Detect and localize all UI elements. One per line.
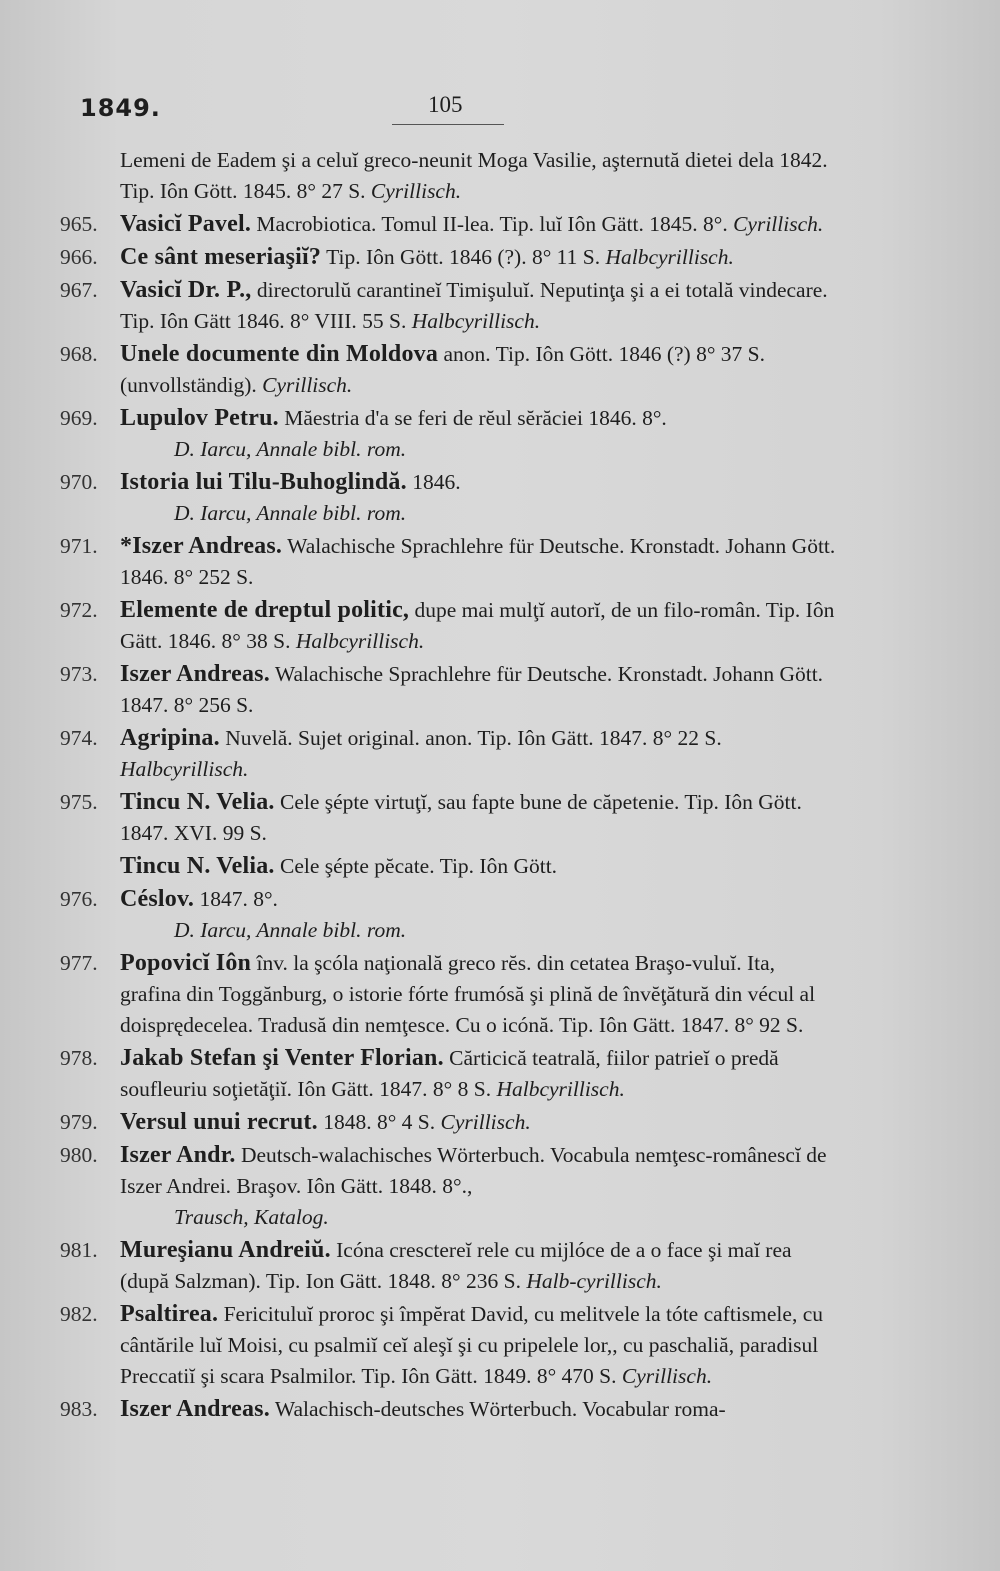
entry-text: Fericituluĭ proroc şi împĕrat David, cu melitvele la tóte caftismele, cu cântările luĭ Moisi, cu psalmiĭ ceĭ aleşĭ şi cu pripelele lor,, cu paschaliă, paradisul Preccatiĭ şi scara Psalmilor. Tip. Iôn Gätt. 1849. 8° 470 S. <box>120 1302 823 1388</box>
entry-author: Versul unui recrut. <box>120 1109 318 1135</box>
entry-author: Vasicĭ Dr. P., <box>120 277 252 303</box>
bibliography-entry <box>60 1235 840 1297</box>
entry-number: 977. <box>60 951 98 975</box>
entry-author: Tincu N. Velia. <box>120 789 275 815</box>
entry-author: Agripina. <box>120 725 220 751</box>
entry-source: D. Iarcu, Annale bibl. rom. <box>174 918 407 942</box>
bibliography-entry <box>60 531 840 593</box>
entry-author: Céslov. <box>120 886 195 912</box>
entry-number: 975. <box>60 790 98 814</box>
bibliography-entry <box>60 659 840 721</box>
bibliography-entry <box>60 884 840 946</box>
entry-script-note: Halbcyrillisch. <box>605 245 734 269</box>
bibliography-entry <box>60 948 840 1041</box>
bibliography-entry <box>60 595 840 657</box>
entry-text: 1846. <box>412 470 461 494</box>
entry-number: 980. <box>60 1143 98 1167</box>
entry-text: dupe mai mulţĭ autorĭ, de un filo-român. Tip. Iôn Gätt. 1846. 8° 38 S. <box>120 598 835 653</box>
entry-number: 973. <box>60 662 98 686</box>
entry-author: Psaltirea. <box>120 1301 219 1327</box>
bibliography-entry <box>60 851 840 882</box>
entry-number: 976. <box>60 887 98 911</box>
entry-text: Cele şépte virtuţĭ, sau fapte bune de căpetenie. Tip. Iôn Gött. 1847. XVI. 99 S. <box>120 790 802 845</box>
entry-source: Trausch, Katalog. <box>174 1205 329 1229</box>
entry-number: 970. <box>60 470 98 494</box>
bibliography-entry <box>60 403 840 465</box>
bibliography-entry <box>60 1299 840 1392</box>
entry-text: Walachische Sprachlehre für Deutsche. Kronstadt. Johann Gött. 1846. 8° 252 S. <box>120 534 836 589</box>
entry-text: anon. Tip. Iôn Gött. 1846 (?) 8° 37 S. (unvollständig). <box>120 342 766 397</box>
entry-source: D. Iarcu, Annale bibl. rom. <box>174 437 407 461</box>
bibliography-entry <box>60 723 840 785</box>
entry-author: Ce sânt meseriaşiĭ? <box>120 244 322 270</box>
entry-number: 966. <box>60 245 98 269</box>
entry-text: 1848. 8° 4 S. <box>323 1110 436 1134</box>
entry-script-note: Cyrillisch. <box>262 373 353 397</box>
entry-text: Walachisch-deutsches Wörterbuch. Vocabular roma- <box>274 1397 726 1421</box>
entry-number: 971. <box>60 534 98 558</box>
entry-script-note: Halbcyrillisch. <box>496 1077 625 1101</box>
entry-author: Iszer Andreas. <box>120 661 270 687</box>
entry-number: 965. <box>60 212 98 236</box>
entry-author: Vasicĭ Pavel. <box>120 211 252 237</box>
bibliography-entry <box>60 275 840 337</box>
entry-text: Nuvelă. Sujet original. anon. Tip. Iôn Gätt. 1847. 8° 22 S. <box>225 726 722 750</box>
header-year: 1849. <box>80 94 161 122</box>
entry-number: 974. <box>60 726 98 750</box>
entry-number: 983. <box>60 1397 98 1421</box>
entry-number: 982. <box>60 1302 98 1326</box>
entry-script-note: Halb-cyrillisch. <box>526 1269 662 1293</box>
entry-author: Mureşianu Andreiŭ. <box>120 1237 331 1263</box>
bibliography-entry <box>60 787 840 849</box>
entry-author: Iszer Andr. <box>120 1142 236 1168</box>
bibliography-entry <box>60 1140 840 1233</box>
entry-number: 972. <box>60 598 98 622</box>
entry-text: directorulŭ carantineĭ Timişuluĭ. Neputinţa şi a ei totală vindecare. Tip. Iôn Gätt 1846. 8° VIII. 55 S. <box>120 278 828 333</box>
entry-number: 969. <box>60 406 98 430</box>
entry-author: Tincu N. Velia. <box>120 853 275 879</box>
entry-author: Lupulov Petru. <box>120 405 279 431</box>
entry-script-note: Halbcyrillisch. <box>295 629 425 653</box>
bibliography-entry <box>60 467 840 529</box>
entry-script-note: Halbcyrillisch. <box>411 309 541 333</box>
entry-author: Popovicĭ Iôn <box>120 950 252 976</box>
entry-author: Elemente de dreptul politic, <box>120 597 410 623</box>
entry-author: Iszer Andreas. <box>120 1396 270 1422</box>
bibliography-list <box>60 145 840 1427</box>
page-number: 105 <box>428 92 463 117</box>
entry-number: 968. <box>60 342 98 366</box>
bibliography-entry <box>60 242 840 273</box>
bibliography-entry <box>60 209 840 240</box>
entry-script-note: Cyrillisch. <box>370 179 462 203</box>
entry-text: Cele şépte pĕcate. Tip. Iôn Gött. <box>279 854 558 878</box>
entry-number: 979. <box>60 1110 98 1134</box>
entry-source: D. Iarcu, Annale bibl. rom. <box>174 501 407 525</box>
entry-number: 981. <box>60 1238 98 1262</box>
bibliography-entry <box>60 1107 840 1138</box>
entry-author: *Iszer Andreas. <box>120 533 283 559</box>
entry-number: 978. <box>60 1046 98 1070</box>
entry-text: Walachische Sprachlehre für Deutsche. Kronstadt. Johann Gött. 1847. 8° 256 S. <box>120 662 824 717</box>
entry-text: Deutsch-walachisches Wörterbuch. Vocabula nemţesc-românescĭ de Iszer Andrei. Braşov. Iôn Gätt. 1848. 8°., <box>120 1143 827 1198</box>
bibliography-entry <box>60 1394 840 1425</box>
entry-text: înv. la şcóla naţională greco rĕs. din cetatea Braşo-vuluĭ. Ita, grafina din Toggănburg, o istorie fórte frumósă şi plină de învĕţătură din vécul al doisprędecelea. Tradusă din nemţescе. Cu o icónă. Tip. Iôn Gätt. 1847. 8° 92 S. <box>120 951 816 1037</box>
entry-text: Cărticică teatrală, fiilor patrieĭ o predă soufleuriu soţietăţiĭ. Iôn Gätt. 1847. 8° 8 S. <box>120 1046 779 1101</box>
entry-text: Măestria d'a se feri de rĕul sĕrăciei 1846. 8°. <box>284 406 667 430</box>
header-rule <box>392 124 504 125</box>
entry-script-note: Halbcyrillisch. <box>120 757 249 781</box>
entry-script-note: Cyrillisch. <box>733 212 824 236</box>
entry-text: Lemeni de Eadem şi a celuĭ greco-neunit Moga Vasilie, aşternută dietei dela 1842. Tip. Iôn Gött. 1845. 8° 27 S. <box>120 148 828 203</box>
entry-author: Istoria lui Tilu-Buhoglindă. <box>120 469 407 495</box>
entry-number: 967. <box>60 278 98 302</box>
entry-text: 1847. 8°. <box>199 887 278 911</box>
entry-script-note: Cyrillisch. <box>440 1110 531 1134</box>
bibliography-entry <box>60 339 840 401</box>
bibliography-entry <box>60 1043 840 1105</box>
entry-text: Macrobiotica. Tomul II-lea. Tip. luĭ Iôn Gätt. 1845. 8°. <box>256 212 728 236</box>
bibliography-entry <box>60 145 840 207</box>
entry-author: Unele documente din Moldova <box>120 341 439 367</box>
entry-text: Icóna cresctereĭ rele cu mijlóce de a o face şi maĭ rea (după Salzman). Tip. Ion Gätt. 1848. 8° 236 S. <box>120 1238 792 1293</box>
running-head <box>80 94 820 134</box>
entry-text: Tip. Iôn Gött. 1846 (?). 8° 11 S. <box>326 245 601 269</box>
entry-author: Jakab Stefan şi Venter Florian. <box>120 1045 444 1071</box>
entry-script-note: Cyrillisch. <box>621 1364 713 1388</box>
